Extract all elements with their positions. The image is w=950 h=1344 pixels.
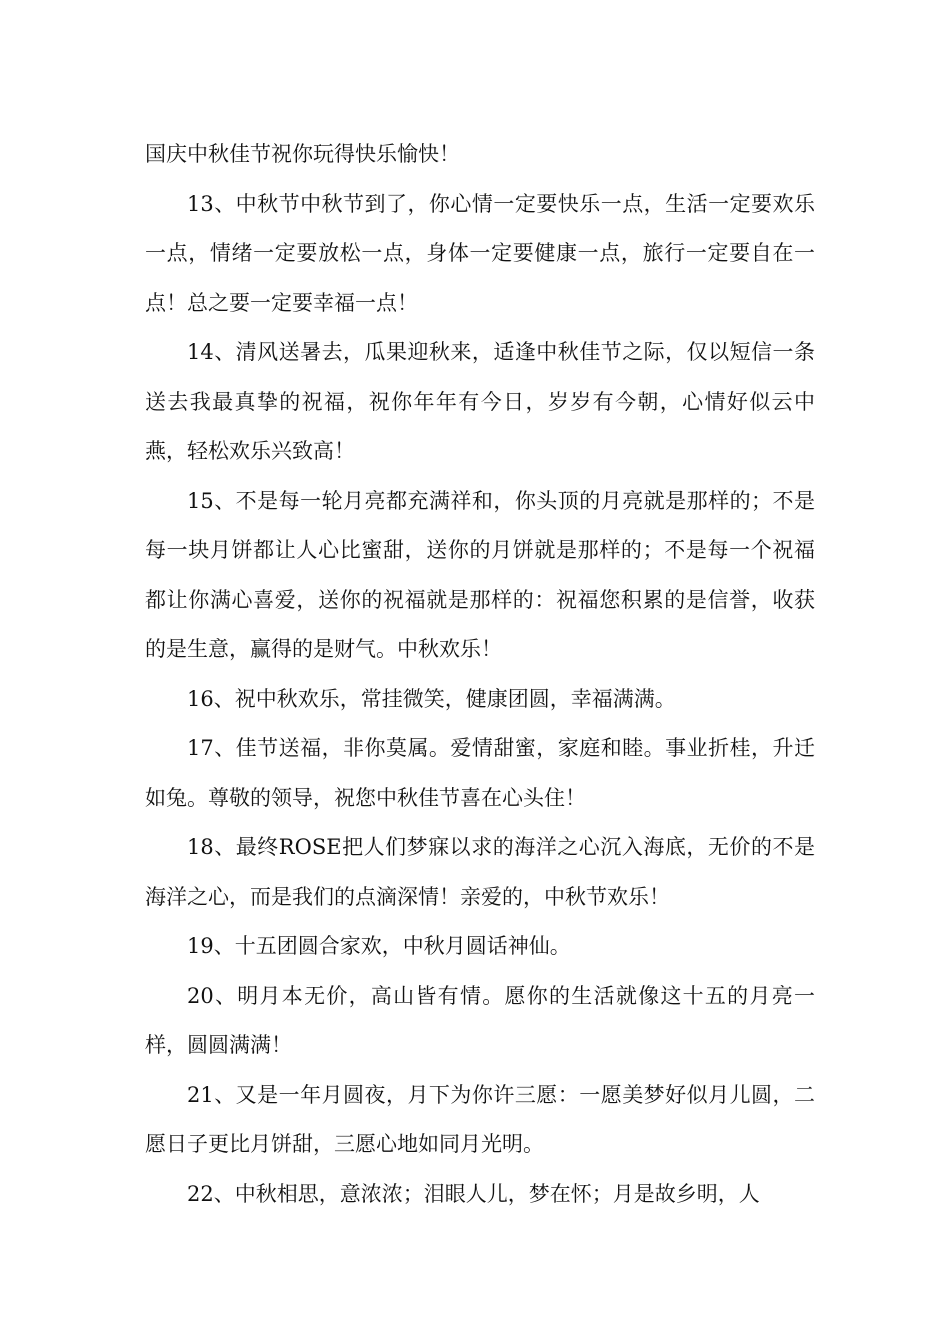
paragraph-18: 18、最终ROSE把人们梦寐以求的海洋之心沉入海底，无价的不是海洋之心，而是我们的点滴深情！亲爱的，中秋节欢乐！ — [145, 835, 815, 909]
paragraph-22: 22、中秋相思，意浓浓；泪眼人儿，梦在怀；月是故乡明，人 — [187, 1181, 760, 1206]
paragraph-12-continuation: 国庆中秋佳节祝你玩得快乐愉快！ — [145, 142, 460, 166]
paragraph-21: 21、又是一年月圆夜，月下为你许三愿：一愿美梦好似月儿圆，二愿日子更比月饼甜，三愿心地如同月光明。 — [145, 1082, 815, 1156]
paragraph-19: 19、十五团圆合家欢，中秋月圆话神仙。 — [187, 934, 571, 958]
paragraph-16: 16、祝中秋欢乐，常挂微笑，健康团圆，幸福满满。 — [187, 686, 676, 711]
paragraph-13: 13、中秋节中秋节到了，你心情一定要快乐一点，生活一定要欢乐一点，情绪一定要放松一点，身体一定要健康一点，旅行一定要自在一点！总之要一定要幸福一点！ — [145, 191, 815, 315]
paragraph-20: 20、明月本无价，高山皆有情。愿你的生活就像这十五的月亮一样，圆圆满满！ — [145, 983, 815, 1057]
paragraph-17: 17、佳节送福，非你莫属。爱情甜蜜，家庭和睦。事业折桂，升迁如兔。尊敬的领导，祝您中秋佳节喜在心头住！ — [145, 736, 815, 810]
paragraph-15: 15、不是每一轮月亮都充满祥和，你头顶的月亮就是那样的；不是每一块月饼都让人心比蜜甜，送你的月饼就是那样的；不是每一个祝福都让你满心喜爱，送你的祝福就是那样的：祝福您积累的是信誉，收获的是生意，赢得的是财气。中秋欢乐！ — [145, 488, 815, 661]
paragraph-14: 14、清风送暑去，瓜果迎秋来，适逢中秋佳节之际，仅以短信一条送去我最真挚的祝福，祝你年年有今日，岁岁有今朝，心情好似云中燕，轻松欢乐兴致高！ — [145, 340, 815, 463]
document-body — [145, 130, 815, 1219]
